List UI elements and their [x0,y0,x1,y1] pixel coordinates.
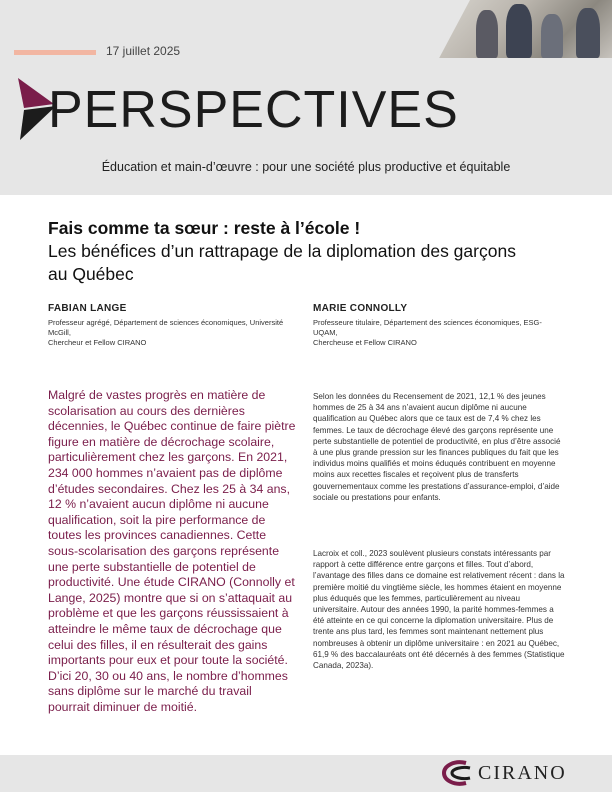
author-name: MARIE CONNOLLY [313,303,408,314]
brand-title: PERSPECTIVES [48,81,459,139]
lead-paragraph: Malgré de vastes progrès en matière de scolarisation au cours des dernières décennies, le Québec continue de faire piètre figure en matière de décrochage scolaire, particulièrement chez les garçons. En 2021, 234 000 hommes n’avaient pas de diplôme d’études secondaires. Chez les 25 à 34 ans, 12 % n’avaient aucun diplôme ni aucune qualification, soit la pire performance de toutes les provinces canadiennes. Cette sous-scolarisation des garçons représente une perte substantielle de potentiel de productivité. Une étude CIRANO (Connolly et Lange, 2025) montre que si on s’attaquait au problème et que les garçons réussissaient à atteindre le même taux de décrochage que celui des filles, il en résulterait des gains importants pour eux et pour toute la société. D’ici 20, 30 ou 40 ans, le nombre d’hommes sans diplôme sur le marché du travail pourrait diminuer de moitié. [48,388,296,714]
article-subtitle: Les bénéfices d’un rattrapage de la diplomation des garçons au Québec [48,241,516,284]
publication-date: 17 juillet 2025 [106,44,181,58]
author-name: FABIAN LANGE [48,303,127,314]
body-paragraph-1: Selon les données du Recensement de 2021, 12,1 % des jeunes hommes de 25 à 34 ans n’avaient aucun diplôme ni aucune qualification au Québec alors que ce taux est de 7,4 % chez les femmes. Le taux de décrochage élevé des garçons représente une perte substantielle de potentiel de productivité, en plus d’être associé à une plus grande pression sur les finances publiques du fait que les individus moins qualifiés et moins éduqués contribuent en moyenne moins aux recettes fiscales et reçoivent plus de transferts gouvernementaux comme les prestations d’assurance-emploi, d’aide sociale ou prestations pour enfants. [313,392,561,502]
body-paragraph-2: Lacroix et coll., 2023 soulèvent plusieurs constats intéressants par rapport à cette différence entre garçons et filles. Tout d’abord, l’avantage des filles dans ce domaine est relativement récent : dans la première moitié du vingtième siècle, les hommes étaient en moyenne plus éduqués que les femmes, particulièrement au niveau universitaire. Autour des années 1990, la parité hommes-femmes a été atteinte en ce qui concerne la diplomation universitaire. Plus de trente ans plus tard, les femmes sont maintenant nettement plus nombreuses à obtenir un diplôme universitaire : en 2021 au Québec, 61,9 % des baccalauréats ont été décernés à des femmes (Statistique Canada, 2023a). [313,549,565,671]
cirano-logo [440,760,600,786]
author-block-1 [48,303,288,348]
author-affiliation: Professeur agrégé, Département de sciences économiques, Université McGill, [48,318,284,337]
cirano-logo-text: CIRANO [478,762,567,784]
cirano-mark-icon [440,760,474,786]
author-affiliation: Professeure titulaire, Département des sciences économiques, ESG-UQAM, [313,318,542,337]
author-block-2 [313,303,563,348]
author-affiliation-2: Chercheur et Fellow CIRANO [48,338,147,347]
series-subtitle: Éducation et main-d’œuvre : pour une société plus productive et équitable [101,160,511,174]
date-accent-bar [14,50,96,55]
article-title: Fais comme ta sœur : reste à l’école ! [48,218,361,238]
author-affiliation-2: Chercheuse et Fellow CIRANO [313,338,417,347]
